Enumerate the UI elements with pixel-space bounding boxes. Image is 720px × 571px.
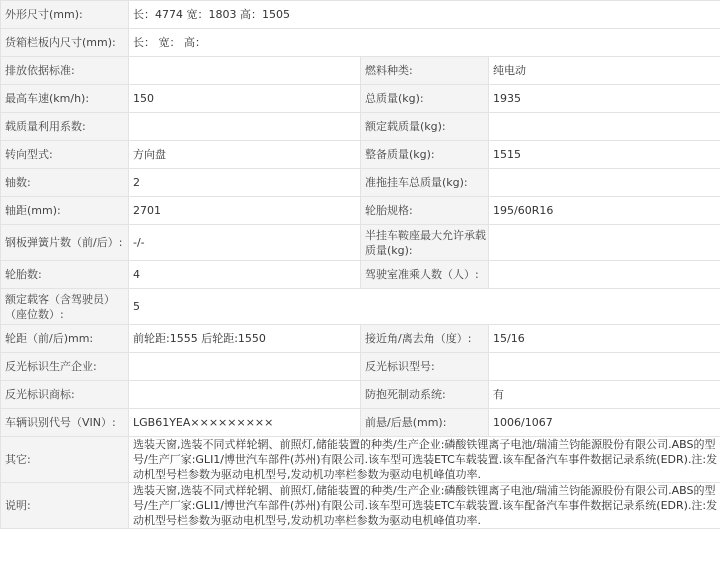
spec-row: [1, 57, 720, 85]
spec-row: [1, 409, 720, 437]
spec-label: 额定载质量(kg):: [361, 113, 489, 141]
spec-value: 长：4774 宽：1803 高：1505: [129, 1, 720, 29]
spec-label: 燃料种类:: [361, 57, 489, 85]
spec-label: 载质量利用系数:: [1, 113, 129, 141]
spec-value: -/-: [129, 225, 361, 261]
spec-label: 反光标识生产企业:: [1, 353, 129, 381]
spec-value: 纯电动: [489, 57, 720, 85]
spec-row-notes: [1, 483, 720, 529]
spec-label: 总质量(kg):: [361, 85, 489, 113]
spec-value: 195/60R16: [489, 197, 720, 225]
spec-label: 轮胎数:: [1, 261, 129, 289]
spec-label: 轴数:: [1, 169, 129, 197]
spec-label: 转向型式:: [1, 141, 129, 169]
spec-row: [1, 141, 720, 169]
spec-value: [129, 57, 361, 85]
spec-value: LGB61YEA×××××××××: [129, 409, 361, 437]
spec-value: [489, 113, 720, 141]
spec-value: 选装天窗,选装不同式样轮辋、前照灯,储能装置的种类/生产企业:磷酸铁锂离子电池/瑞浦兰钧能源股份有限公司.ABS的型号/生产厂家:GLI1/博世汽车部件(苏州)有限公司.该车型可选装ETC车载装置.该车配备汽车事件数据记录系统(EDR).注:发动机型号栏参数为驱动电机型号,发动机功率栏参数为驱动电机峰值功率.: [129, 437, 720, 483]
spec-row: [1, 225, 720, 261]
spec-row-other: [1, 437, 720, 483]
spec-label: 轴距(mm):: [1, 197, 129, 225]
spec-value: [129, 353, 361, 381]
spec-value: 4: [129, 261, 361, 289]
spec-row: [1, 169, 720, 197]
spec-label: 货箱栏板内尺寸(mm):: [1, 29, 129, 57]
spec-label: 外形尺寸(mm):: [1, 1, 129, 29]
spec-label: 其它:: [1, 437, 129, 483]
spec-value: 前轮距:1555 后轮距:1550: [129, 325, 361, 353]
spec-label: 准拖挂车总质量(kg):: [361, 169, 489, 197]
spec-label: 整备质量(kg):: [361, 141, 489, 169]
spec-value: 1006/1067: [489, 409, 720, 437]
spec-value: 2: [129, 169, 361, 197]
spec-value: [129, 113, 361, 141]
spec-label: 驾驶室准乘人数（人）:: [361, 261, 489, 289]
spec-value: [489, 261, 720, 289]
spec-value: 1935: [489, 85, 720, 113]
spec-value: 方向盘: [129, 141, 361, 169]
spec-label: 轮胎规格:: [361, 197, 489, 225]
spec-value: 有: [489, 381, 720, 409]
spec-label: 最高车速(km/h):: [1, 85, 129, 113]
spec-value: 选装天窗,选装不同式样轮辋、前照灯,储能装置的种类/生产企业:磷酸铁锂离子电池/瑞浦兰钧能源股份有限公司.ABS的型号/生产厂家:GLI1/博世汽车部件(苏州)有限公司.该车型可选装ETC车载装置.该车配备汽车事件数据记录系统(EDR).注:发动机型号栏参数为驱动电机型号,发动机功率栏参数为驱动电机峰值功率.: [129, 483, 720, 529]
spec-label: 前悬/后悬(mm):: [361, 409, 489, 437]
spec-value: 5: [129, 289, 720, 325]
spec-label: 钢板弹簧片数（前/后）:: [1, 225, 129, 261]
spec-label: 额定载客（含驾驶员）（座位数）:: [1, 289, 129, 325]
spec-row: [1, 113, 720, 141]
spec-label: 说明:: [1, 483, 129, 529]
spec-row: [1, 85, 720, 113]
spec-row: [1, 197, 720, 225]
spec-row: [1, 353, 720, 381]
spec-value: 长： 宽： 高：: [129, 29, 720, 57]
spec-value: 1515: [489, 141, 720, 169]
spec-label: 反光标识商标:: [1, 381, 129, 409]
spec-value: 150: [129, 85, 361, 113]
spec-value: [129, 381, 361, 409]
spec-row-cargo-box: [1, 29, 720, 57]
spec-value: 15/16: [489, 325, 720, 353]
spec-value: [489, 169, 720, 197]
spec-label: 防抱死制动系统:: [361, 381, 489, 409]
spec-label: 反光标识型号:: [361, 353, 489, 381]
spec-value: 2701: [129, 197, 361, 225]
spec-label: 半挂车鞍座最大允许承载质量(kg):: [361, 225, 489, 261]
spec-label: 排放依据标准:: [1, 57, 129, 85]
spec-label: 轮距（前/后)mm:: [1, 325, 129, 353]
spec-label: 车辆识别代号（VIN）:: [1, 409, 129, 437]
spec-value: [489, 353, 720, 381]
spec-row: [1, 325, 720, 353]
spec-row: [1, 261, 720, 289]
spec-row: [1, 381, 720, 409]
spec-label: 接近角/离去角（度）:: [361, 325, 489, 353]
spec-row-seats: [1, 289, 720, 325]
spec-row-dimensions: [1, 1, 720, 29]
spec-value: [489, 225, 720, 261]
